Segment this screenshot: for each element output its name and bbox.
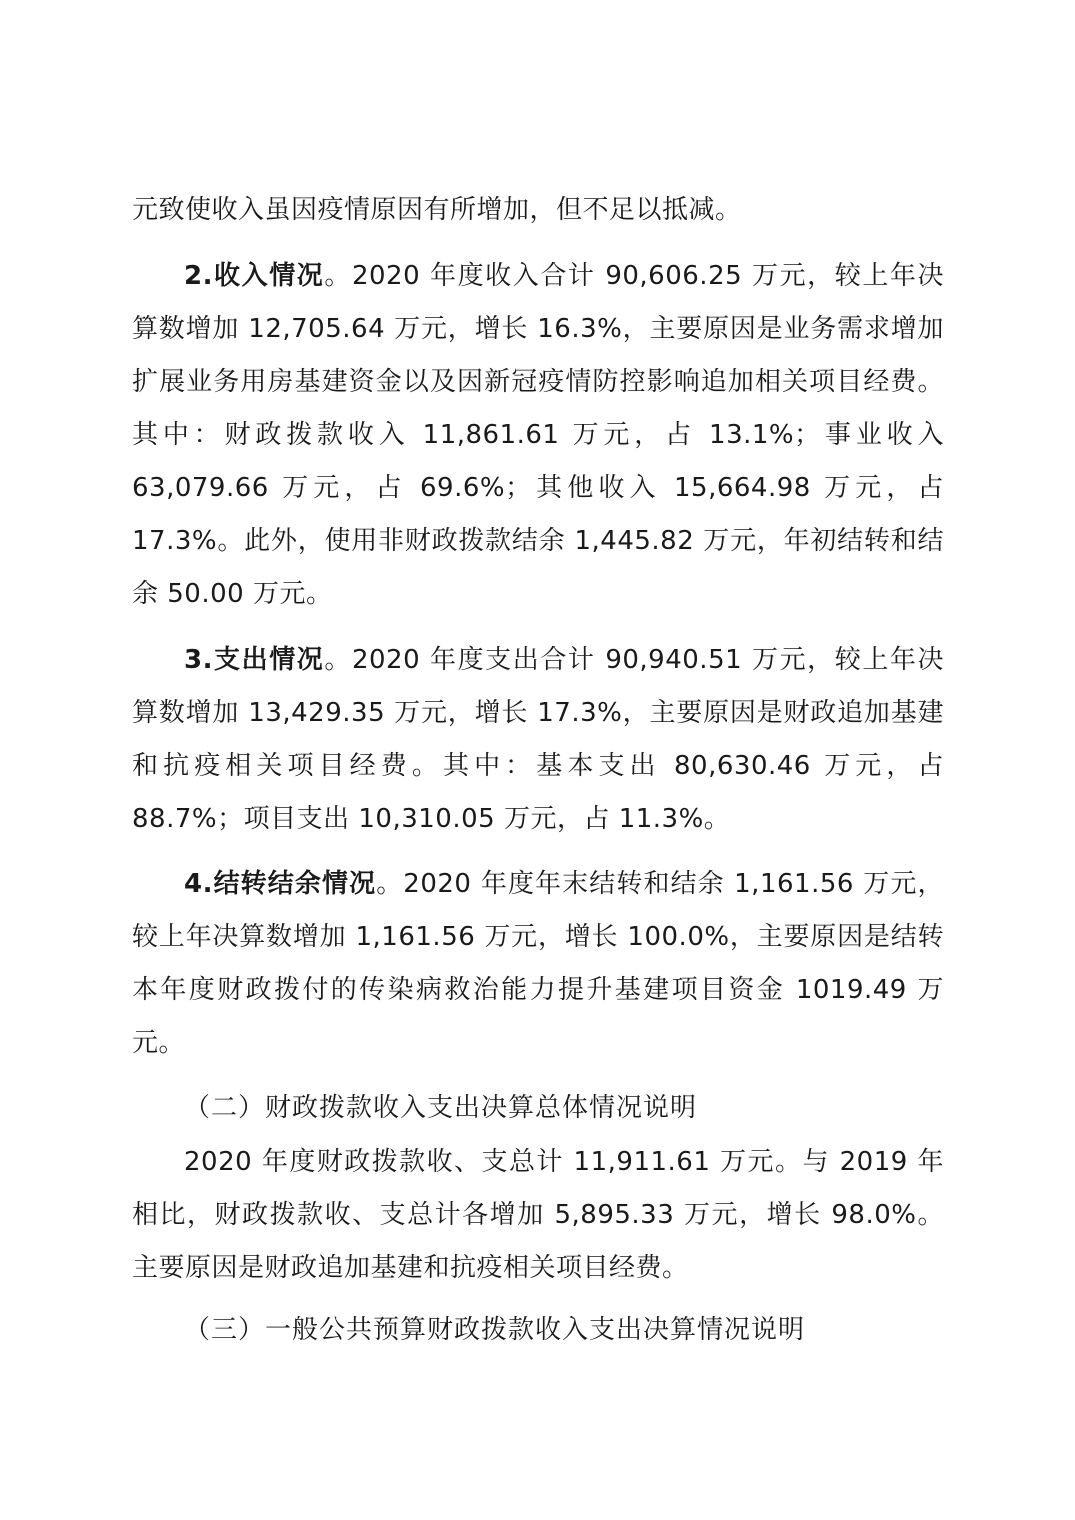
- continuation-text: 元致使收入虽因疫情原因有所增加，但不足以抵减。: [132, 195, 742, 225]
- income-paragraph: [132, 250, 944, 621]
- expenditure-heading: 3.支出情况: [184, 645, 325, 675]
- income-heading: 2.收入情况: [184, 261, 325, 291]
- carryover-paragraph: [132, 858, 944, 1070]
- section-three-title: （三）一般公共预算财政拨款收入支出决算情况说明: [184, 1315, 806, 1345]
- income-body: 。2020 年度收入合计 90,606.25 万元，较上年决算数增加 12,705.64 万元，增长 16.3%，主要原因是业务需求增加扩展业务用房基建资金以及因新冠疫情防控影响追加相关项目经费。其中：财政拨款收入 11,861.61 万元，占 13.1%；事业收入 63,079.66 万元，占 69.6%；其他收入 15,664.98 万元，占 17.3%。此外，使用非财政拨款结余 1,445.82 万元，年初结转和结余 50.00 万元。: [132, 261, 944, 609]
- continuation-paragraph: [132, 184, 944, 237]
- carryover-body: 。2020 年度年末结转和结余 1,161.56 万元，较上年决算数增加 1,161.56 万元，增长 100.0%，主要原因是结转本年度财政拨付的传染病救治能力提升基建项目资金 1019.49 万元。: [132, 869, 945, 1058]
- section-two-title: （二）财政拨款收入支出决算总体情况说明: [184, 1093, 698, 1123]
- expenditure-paragraph: [132, 634, 944, 846]
- section-two-paragraph: [132, 1136, 944, 1295]
- expenditure-body: 。2020 年度支出合计 90,940.51 万元，较上年决算数增加 13,429.35 万元，增长 17.3%，主要原因是财政追加基建和抗疫相关项目经费。其中：基本支出 80,630.46 万元，占 88.7%；项目支出 10,310.05 万元，占 11.3%。: [132, 645, 944, 834]
- carryover-heading: 4.结转结余情况: [184, 869, 377, 899]
- section-two-body: 2020 年度财政拨款收、支总计 11,911.61 万元。与 2019 年相比，财政拨款收、支总计各增加 5,895.33 万元，增长 98.0%。主要原因是财政追加基建和抗疫相关项目经费。: [132, 1147, 944, 1283]
